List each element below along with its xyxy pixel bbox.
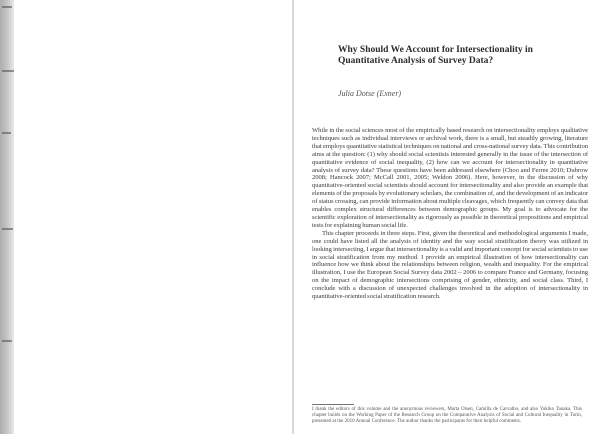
scan-noise xyxy=(2,6,12,8)
footnote: I thank the editors of this volume and the anonymous reviewers, Marta Olsen, Camilla de Carvalho, and also Yukiko Tanaka. This chapter builds on the Working Paper of the Research Group on the Comparative Analysis of Social and Cultural Inequality in Turin, presented at the 2010 Annual Conference. The author thanks the participants for their helpful comments. xyxy=(312,407,582,424)
page-gutter xyxy=(292,0,294,434)
article-author: Julia Dotse (Exner) xyxy=(338,89,402,98)
article-title: Why Should We Account for Intersectionality in Quantitative Analysis of Survey Data? xyxy=(338,45,533,66)
article-body xyxy=(312,127,588,301)
scan-edge-shadow xyxy=(0,0,14,434)
footnote-rule xyxy=(312,404,354,405)
scan-noise xyxy=(2,132,11,134)
scan-noise xyxy=(2,70,14,72)
body-paragraph: This chapter proceeds in three steps. First, given the theoretical and methodological arguments I made, one could have listed all the analysis of identity and the way social stratification theory was utilized in looking intersecting, I argue that intersectionality is a valid and important concept for social scientists to use in social stratification from my method. I provide an empirical illustration of how intersectionality can influence how we think about the relationships between religion, wealth and inequality. For the empirical illustration, I use the European Social Survey data 2002 – 2006 to compare France and Germany, focusing on the impact of demographic intersections comprising of gender, ethnicity, and social class. Third, I conclude with a discussion of unexpected challenges involved in the adoption of intersectionality in quantitative-oriented social stratification research. xyxy=(312,229,588,301)
scan-noise xyxy=(2,340,12,342)
body-paragraph: While in the social sciences most of the empirically based research on intersectionality employs qualitative techniques such as individual interviews or archival work, there is a small, but steadily growing, literature that employs quantitative statistical techniques on national and cross-national survey data. This contribution aims at the question: (1) why should social scientists interested generally in the issue of the intersection of quantitative evidence of social inequality, (2) how can we account for intersectionality in quantitative analysis of survey data? These questions have been addressed elsewhere (Choo and Ferree 2010; Dubrow 2008; Hancock 2007; McCall 2001, 2005; Weldon 2006). Here, however, in the discussion of why quantitative-oriented social scientists should account for intersectionality and also provide an example that elements of the proposals by evolutionary scholars, the combination of, and the development of an indicator of status crossing, can provide information about multiple cleavages, which frequently can convey data that enables complex structural differences between demographic groups. My goal is to advocate for the scientific exploration of intersectionality as rigorously as possible in theoretical propositions and empirical tests for explaining human social life. xyxy=(312,127,588,229)
scan-noise xyxy=(2,228,13,230)
